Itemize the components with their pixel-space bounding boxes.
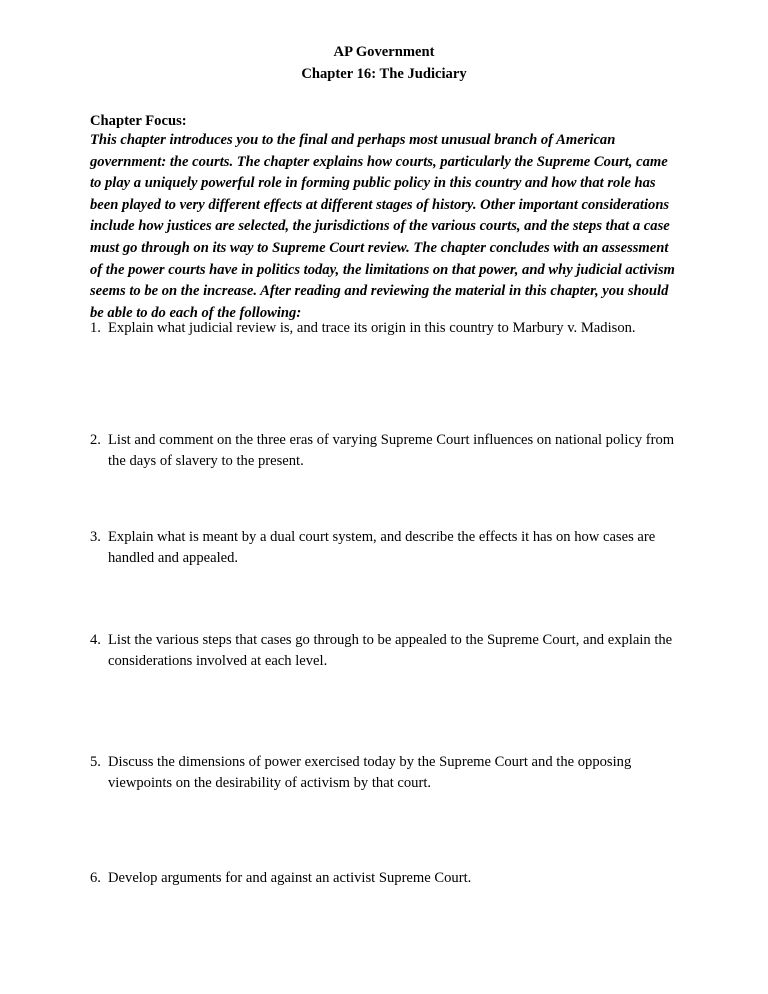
objective-item	[90, 318, 690, 339]
objective-number: 1.	[90, 320, 101, 336]
objective-text: Explain what is meant by a dual court system, and describe the effects it has on how cases are handled and appealed.	[108, 529, 656, 566]
objective-number: 6.	[90, 870, 101, 886]
objective-text: List the various steps that cases go through to be appealed to the Supreme Court, and explain the considerations involved at each level.	[108, 632, 673, 669]
objective-number: 5.	[90, 754, 101, 770]
course-title: AP Government	[333, 44, 435, 60]
objective-item	[90, 630, 690, 672]
objective-number: 3.	[90, 529, 101, 545]
objective-text: Explain what judicial review is, and trace its origin in this country to Marbury v. Madison.	[108, 320, 636, 336]
objective-text: List and comment on the three eras of varying Supreme Court influences on national policy from the days of slavery to the present.	[108, 432, 675, 469]
objective-item	[90, 527, 690, 569]
objective-number: 4.	[90, 632, 101, 648]
objective-item	[90, 868, 690, 889]
objective-item	[90, 752, 690, 794]
objective-text: Develop arguments for and against an activist Supreme Court.	[108, 870, 472, 886]
chapter-title: Chapter 16: The Judiciary	[301, 66, 467, 82]
objective-item	[90, 430, 690, 472]
chapter-focus-heading: Chapter Focus:	[90, 113, 187, 129]
objective-text: Discuss the dimensions of power exercised today by the Supreme Court and the opposing viewpoints on the desirability of activism by that court.	[108, 754, 632, 791]
objective-number: 2.	[90, 432, 101, 448]
chapter-focus-paragraph: This chapter introduces you to the final and perhaps most unusual branch of American government: the courts. The chapter explains how courts, particularly the Supreme Court, came to play a uniquely powerful role in forming public policy in this country and how that role has been played to very different effects at different stages of history. Other important considerations include how justices are selected, the jurisdictions of the various courts, and the steps that a case must go through on its way to Supreme Court review. The chapter concludes with an assessment of the power courts have in politics today, the limitations on that power, and why judicial activism seems to be on the increase. After reading and reviewing the material in this chapter, you should be able to do each of the following:	[90, 132, 675, 321]
